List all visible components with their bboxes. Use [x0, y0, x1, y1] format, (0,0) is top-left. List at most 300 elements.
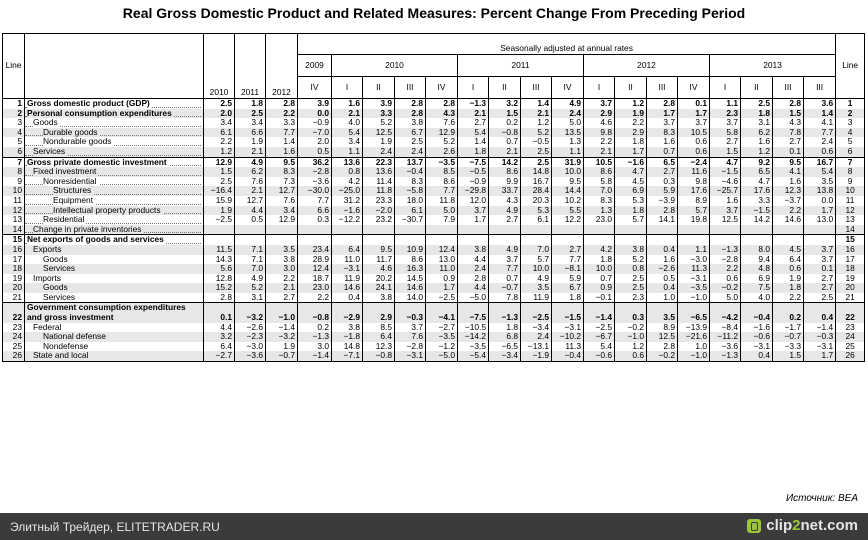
- table-row: [3, 206, 865, 216]
- value-cell: 1.8: [584, 255, 615, 265]
- value-cell: −0.2: [710, 283, 741, 293]
- value-cell: −1.4: [804, 323, 836, 333]
- quarter-header: I: [584, 77, 615, 99]
- value-cell: −1.4: [584, 303, 615, 323]
- value-cell: 10.0: [521, 264, 552, 274]
- row-label: [25, 235, 204, 245]
- value-cell: [395, 225, 426, 235]
- value-cell: 2.7: [773, 137, 804, 147]
- value-cell: 3.7: [489, 255, 521, 265]
- table-row: [3, 351, 865, 361]
- table-row: [3, 147, 865, 157]
- value-cell: 1.1: [710, 99, 741, 109]
- value-cell: −3.6: [710, 342, 741, 352]
- value-cell: 7.8: [489, 293, 521, 303]
- value-cell: 4.4: [458, 283, 489, 293]
- value-cell: 0.7: [489, 137, 521, 147]
- value-cell: −3.5: [458, 342, 489, 352]
- value-cell: 3.6: [804, 99, 836, 109]
- value-cell: 7.7: [552, 255, 584, 265]
- page-title: Real Gross Domestic Product and Related Measures: Percent Change From Preceding Period: [122, 5, 746, 21]
- value-cell: 1.4: [804, 109, 836, 119]
- table-row: [3, 303, 865, 323]
- row-label-text: Net exports of goods and services: [27, 234, 164, 245]
- source-note: Источник: BEA: [785, 493, 858, 504]
- value-cell: 2.1: [266, 283, 298, 293]
- value-cell: [804, 225, 836, 235]
- table-row: [3, 196, 865, 206]
- logo-part-1: clip: [766, 517, 793, 534]
- value-cell: 3.4: [235, 118, 266, 128]
- value-cell: −1.6: [741, 323, 773, 333]
- value-cell: 1.7: [426, 283, 458, 293]
- line-number-right: 10: [836, 186, 865, 196]
- value-cell: [773, 235, 804, 245]
- row-label: [25, 293, 204, 303]
- line-number: 18: [3, 264, 25, 274]
- value-cell: −0.1: [584, 293, 615, 303]
- value-cell: 1.2: [741, 147, 773, 157]
- value-cell: 0.6: [773, 264, 804, 274]
- row-label: [25, 177, 204, 187]
- value-cell: 2.4: [804, 137, 836, 147]
- value-cell: −29.8: [458, 186, 489, 196]
- annual-year-header: 2010: [204, 34, 235, 99]
- year-group-header: 2012: [584, 55, 710, 77]
- value-cell: −1.3: [458, 99, 489, 109]
- value-cell: −3.7: [773, 196, 804, 206]
- value-cell: 3.5: [266, 245, 298, 255]
- value-cell: 6.6: [235, 128, 266, 138]
- value-cell: [584, 225, 615, 235]
- value-cell: −4.6: [710, 177, 741, 187]
- table-row: [3, 118, 865, 128]
- value-cell: 1.6: [741, 137, 773, 147]
- line-number-right: 24: [836, 332, 865, 342]
- value-cell: 1.2: [615, 342, 647, 352]
- value-cell: 13.5: [552, 128, 584, 138]
- line-number: 6: [3, 147, 25, 157]
- value-cell: 10.2: [552, 196, 584, 206]
- value-cell: 11.5: [204, 245, 235, 255]
- value-cell: −3.5: [678, 283, 710, 293]
- footer-logo[interactable]: [747, 517, 858, 534]
- table-body: [3, 99, 865, 362]
- table-row: [3, 235, 865, 245]
- row-label-text: Services: [43, 264, 76, 274]
- line-number: 7: [3, 157, 25, 167]
- footer-bar: [0, 513, 868, 540]
- value-cell: −25.7: [710, 186, 741, 196]
- row-label: [25, 342, 204, 352]
- value-cell: 16.7: [804, 157, 836, 167]
- value-cell: 1.9: [204, 206, 235, 216]
- row-label: [25, 323, 204, 333]
- value-cell: [647, 225, 678, 235]
- line-number-right: 5: [836, 137, 865, 147]
- line-number-right: 19: [836, 274, 865, 284]
- value-cell: 8.3: [647, 128, 678, 138]
- value-cell: [710, 225, 741, 235]
- value-cell: −1.5: [552, 303, 584, 323]
- line-number: 16: [3, 245, 25, 255]
- value-cell: 8.5: [363, 323, 395, 333]
- value-cell: 2.7: [647, 167, 678, 177]
- value-cell: 6.1: [395, 206, 426, 216]
- value-cell: −0.3: [804, 332, 836, 342]
- line-number-right: 9: [836, 177, 865, 187]
- value-cell: 5.9: [552, 274, 584, 284]
- value-cell: 4.0: [332, 118, 363, 128]
- value-cell: −3.1: [804, 342, 836, 352]
- value-cell: 1.5: [773, 109, 804, 119]
- value-cell: 1.5: [489, 109, 521, 119]
- value-cell: [332, 225, 363, 235]
- value-cell: 6.2: [235, 167, 266, 177]
- value-cell: 2.0: [204, 109, 235, 119]
- logo-part-3: net.com: [800, 517, 858, 534]
- row-label-text: Equipment: [53, 195, 94, 205]
- table-row: [3, 274, 865, 284]
- value-cell: 17.6: [741, 186, 773, 196]
- quarter-header: II: [741, 77, 773, 99]
- value-cell: [552, 225, 584, 235]
- value-cell: 1.9: [615, 109, 647, 119]
- value-cell: 0.1: [204, 303, 235, 323]
- row-label-text: Structures: [53, 186, 92, 196]
- value-cell: 2.8: [773, 99, 804, 109]
- value-cell: 8.0: [741, 245, 773, 255]
- value-cell: 2.9: [584, 109, 615, 119]
- value-cell: −3.1: [552, 323, 584, 333]
- line-number-right: 1: [836, 99, 865, 109]
- value-cell: −3.3: [773, 342, 804, 352]
- value-cell: 0.4: [647, 283, 678, 293]
- value-cell: [426, 225, 458, 235]
- value-cell: −16.4: [204, 186, 235, 196]
- leader-dots: [25, 204, 201, 205]
- value-cell: 13.6: [363, 167, 395, 177]
- value-cell: [363, 235, 395, 245]
- value-cell: 7.0: [584, 186, 615, 196]
- value-cell: 0.4: [647, 245, 678, 255]
- value-cell: 3.1: [741, 118, 773, 128]
- value-cell: [521, 235, 552, 245]
- clip-icon: [747, 519, 761, 533]
- row-label-text: Residential: [43, 215, 85, 225]
- value-cell: 5.2: [235, 283, 266, 293]
- value-cell: 14.8: [521, 167, 552, 177]
- value-cell: 2.8: [204, 293, 235, 303]
- value-cell: 2.7: [458, 118, 489, 128]
- value-cell: 10.9: [395, 245, 426, 255]
- value-cell: 2.5: [204, 99, 235, 109]
- value-cell: [521, 225, 552, 235]
- value-cell: 2.7: [804, 283, 836, 293]
- line-number: 14: [3, 225, 25, 235]
- row-label: [25, 303, 204, 323]
- value-cell: −3.4: [489, 351, 521, 361]
- line-header-left: Line: [3, 34, 25, 99]
- quarter-header: II: [615, 77, 647, 99]
- value-cell: −0.8: [298, 303, 332, 323]
- table-row: [3, 157, 865, 167]
- value-cell: 5.2: [426, 137, 458, 147]
- value-cell: 0.2: [773, 303, 804, 323]
- row-label: [25, 128, 204, 138]
- value-cell: 6.5: [741, 167, 773, 177]
- value-cell: 14.4: [552, 186, 584, 196]
- value-cell: −0.7: [266, 351, 298, 361]
- value-cell: 2.1: [458, 109, 489, 119]
- value-cell: 12.9: [426, 128, 458, 138]
- value-cell: 4.9: [235, 274, 266, 284]
- table-row: [3, 332, 865, 342]
- line-number-right: 8: [836, 167, 865, 177]
- value-cell: 3.7: [710, 206, 741, 216]
- value-cell: 0.7: [647, 147, 678, 157]
- value-cell: −8.4: [710, 323, 741, 333]
- value-cell: 8.6: [426, 177, 458, 187]
- row-label-text: Nondurable goods: [43, 137, 112, 147]
- value-cell: −2.9: [332, 303, 363, 323]
- value-cell: −7.5: [458, 303, 489, 323]
- value-cell: 4.1: [773, 167, 804, 177]
- value-cell: 10.0: [584, 264, 615, 274]
- row-label: [25, 225, 204, 235]
- value-cell: 1.8: [773, 283, 804, 293]
- row-label-text: Goods: [43, 283, 68, 293]
- row-label: [25, 351, 204, 361]
- value-cell: 3.8: [266, 255, 298, 265]
- row-label: [25, 109, 204, 119]
- value-cell: 7.6: [266, 196, 298, 206]
- row-label: [25, 274, 204, 284]
- value-cell: 14.3: [204, 255, 235, 265]
- value-cell: 3.0: [298, 342, 332, 352]
- value-cell: 1.0: [678, 342, 710, 352]
- value-cell: 9.4: [741, 255, 773, 265]
- row-label-text: Personal consumption expenditures: [27, 108, 172, 118]
- value-cell: 3.5: [804, 177, 836, 187]
- value-cell: −30.7: [395, 215, 426, 225]
- value-cell: 4.7: [615, 167, 647, 177]
- value-cell: 0.3: [298, 215, 332, 225]
- value-cell: 2.8: [647, 342, 678, 352]
- value-cell: 4.2: [584, 245, 615, 255]
- value-cell: −0.4: [395, 167, 426, 177]
- value-cell: −7.1: [332, 351, 363, 361]
- value-cell: −6.5: [678, 303, 710, 323]
- value-cell: [458, 225, 489, 235]
- value-cell: 2.4: [395, 147, 426, 157]
- value-cell: 2.5: [235, 109, 266, 119]
- value-cell: 1.9: [235, 137, 266, 147]
- value-cell: 2.4: [458, 264, 489, 274]
- value-cell: 3.8: [332, 323, 363, 333]
- value-cell: 9.5: [363, 245, 395, 255]
- line-number: 25: [3, 342, 25, 352]
- value-cell: 8.9: [678, 196, 710, 206]
- line-header-right: Line: [836, 34, 865, 99]
- value-cell: 2.9: [615, 128, 647, 138]
- value-cell: 14.2: [489, 157, 521, 167]
- value-cell: −2.5: [426, 293, 458, 303]
- table-row: [3, 255, 865, 265]
- value-cell: 20.2: [363, 274, 395, 284]
- value-cell: 2.0: [298, 137, 332, 147]
- value-cell: 12.7: [266, 186, 298, 196]
- value-cell: [204, 235, 235, 245]
- value-cell: 0.5: [235, 215, 266, 225]
- value-cell: −6.5: [489, 342, 521, 352]
- value-cell: 1.9: [773, 274, 804, 284]
- table-row: [3, 264, 865, 274]
- line-number-right: 20: [836, 283, 865, 293]
- quarter-header: IV: [678, 77, 710, 99]
- value-cell: 1.6: [647, 137, 678, 147]
- seasonally-adjusted-header: Seasonally adjusted at annual rates: [298, 34, 836, 55]
- value-cell: 7.3: [266, 177, 298, 187]
- row-label: [25, 196, 204, 206]
- value-cell: 0.6: [615, 351, 647, 361]
- value-cell: 0.1: [804, 264, 836, 274]
- table-row: [3, 323, 865, 333]
- value-cell: 1.6: [266, 147, 298, 157]
- value-cell: 5.7: [615, 215, 647, 225]
- value-cell: 4.6: [363, 264, 395, 274]
- value-cell: 8.3: [266, 167, 298, 177]
- value-cell: −0.9: [298, 118, 332, 128]
- row-label: [25, 99, 204, 109]
- value-cell: 2.4: [363, 147, 395, 157]
- table-row: [3, 137, 865, 147]
- value-cell: −8.1: [552, 264, 584, 274]
- value-cell: 5.7: [678, 206, 710, 216]
- value-cell: −0.9: [458, 177, 489, 187]
- value-cell: 2.8: [395, 109, 426, 119]
- value-cell: 12.2: [552, 215, 584, 225]
- value-cell: 1.8: [489, 323, 521, 333]
- value-cell: −3.2: [235, 303, 266, 323]
- value-cell: 2.5: [804, 293, 836, 303]
- line-number-right: 3: [836, 118, 865, 128]
- value-cell: 4.2: [332, 177, 363, 187]
- line-number: 15: [3, 235, 25, 245]
- value-cell: 15.2: [204, 283, 235, 293]
- value-cell: 1.1: [552, 147, 584, 157]
- value-cell: [773, 225, 804, 235]
- row-label: [25, 332, 204, 342]
- value-cell: 23.3: [363, 196, 395, 206]
- value-cell: 1.7: [458, 215, 489, 225]
- value-cell: [678, 235, 710, 245]
- value-cell: 5.4: [584, 342, 615, 352]
- value-cell: 11.8: [363, 186, 395, 196]
- value-cell: 0.2: [489, 118, 521, 128]
- value-cell: 1.8: [741, 109, 773, 119]
- value-cell: 5.2: [615, 255, 647, 265]
- value-cell: 4.1: [804, 118, 836, 128]
- value-cell: 2.2: [266, 109, 298, 119]
- value-cell: 28.9: [298, 255, 332, 265]
- value-cell: −3.0: [678, 255, 710, 265]
- value-cell: [235, 225, 266, 235]
- value-cell: 4.5: [773, 245, 804, 255]
- value-cell: 33.7: [489, 186, 521, 196]
- row-label: [25, 147, 204, 157]
- value-cell: 5.0: [552, 118, 584, 128]
- value-cell: 2.9: [363, 303, 395, 323]
- value-cell: 2.4: [521, 332, 552, 342]
- value-cell: −5.0: [426, 351, 458, 361]
- value-cell: 2.8: [426, 99, 458, 109]
- value-cell: −5.4: [458, 351, 489, 361]
- value-cell: 23.0: [298, 283, 332, 293]
- value-cell: 3.9: [363, 99, 395, 109]
- value-cell: 0.8: [615, 264, 647, 274]
- value-cell: 3.8: [615, 245, 647, 255]
- value-cell: 5.3: [521, 206, 552, 216]
- value-cell: 2.7: [266, 293, 298, 303]
- value-cell: [489, 235, 521, 245]
- value-cell: −0.5: [521, 137, 552, 147]
- value-cell: 5.9: [647, 186, 678, 196]
- line-number: 23: [3, 323, 25, 333]
- value-cell: 5.0: [426, 206, 458, 216]
- row-label: [25, 215, 204, 225]
- value-cell: 2.5: [741, 99, 773, 109]
- value-cell: 11.9: [521, 293, 552, 303]
- value-cell: [426, 235, 458, 245]
- value-cell: 12.5: [363, 128, 395, 138]
- value-cell: −3.1: [741, 342, 773, 352]
- value-cell: −2.4: [678, 157, 710, 167]
- value-cell: 15.9: [204, 196, 235, 206]
- value-cell: 7.7: [804, 128, 836, 138]
- value-cell: 2.5: [204, 177, 235, 187]
- line-number: 10: [3, 186, 25, 196]
- value-cell: 1.7: [615, 147, 647, 157]
- value-cell: 7.7: [298, 196, 332, 206]
- value-cell: 0.0: [804, 196, 836, 206]
- value-cell: 12.5: [710, 215, 741, 225]
- line-number-right: 26: [836, 351, 865, 361]
- value-cell: 1.6: [773, 177, 804, 187]
- value-cell: 10.5: [678, 128, 710, 138]
- value-cell: 4.9: [489, 245, 521, 255]
- value-cell: 4.7: [741, 177, 773, 187]
- value-cell: −7.0: [298, 128, 332, 138]
- quarter-header: IV: [298, 77, 332, 99]
- value-cell: 2.2: [204, 137, 235, 147]
- value-cell: 3.3: [741, 196, 773, 206]
- value-cell: 13.0: [804, 215, 836, 225]
- value-cell: 0.3: [615, 303, 647, 323]
- value-cell: 6.4: [332, 245, 363, 255]
- value-cell: 7.6: [426, 118, 458, 128]
- value-cell: −21.6: [678, 332, 710, 342]
- value-cell: 12.3: [363, 342, 395, 352]
- value-cell: −10.2: [552, 332, 584, 342]
- value-cell: 7.0: [235, 264, 266, 274]
- value-cell: −0.8: [489, 128, 521, 138]
- value-cell: 31.9: [552, 157, 584, 167]
- row-label-text: Intellectual property products: [53, 205, 161, 215]
- value-cell: 0.4: [332, 293, 363, 303]
- year-group-header: 2010: [332, 55, 458, 77]
- line-number: 19: [3, 274, 25, 284]
